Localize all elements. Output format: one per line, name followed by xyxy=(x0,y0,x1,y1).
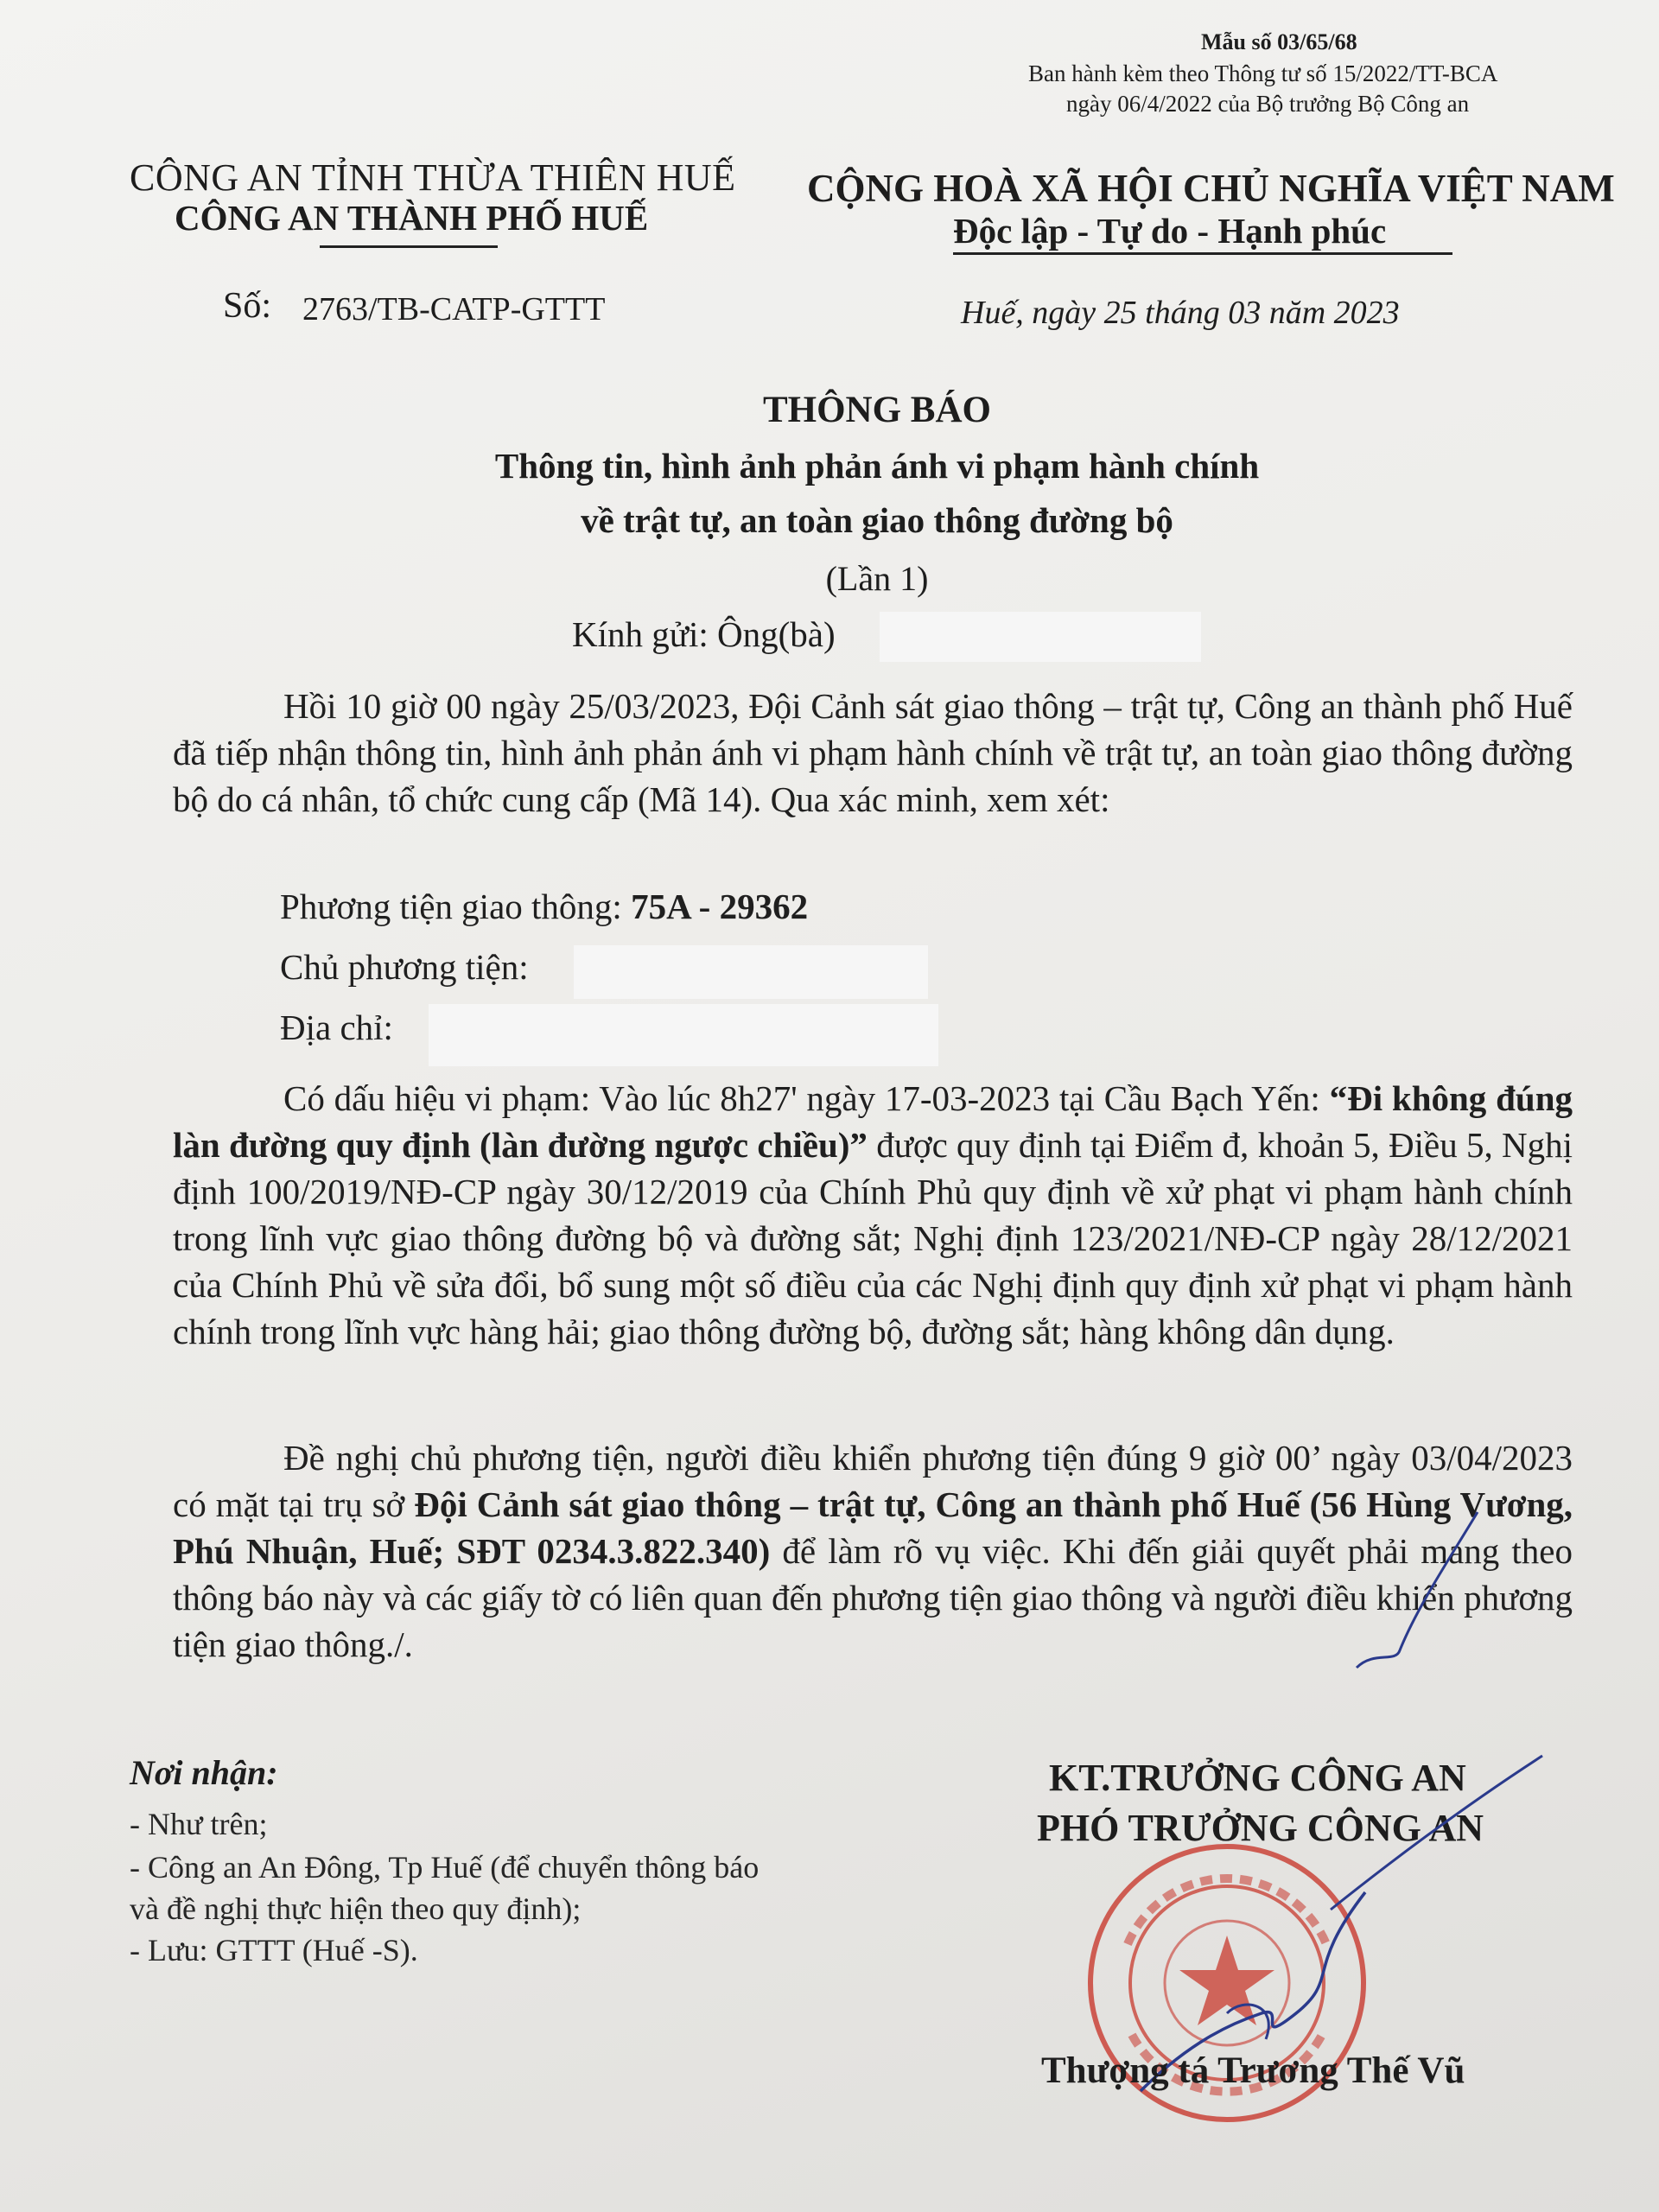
violation-intro: Có dấu hiệu vi phạm: Vào lúc 8h27' ngày 17-03-2023 tại Cầu Bạch Yến: xyxy=(283,1078,1320,1118)
request-intro: Đề nghị chủ phương tiện, người điều khiển phương tiện đúng 9 giờ 00’ ngày 03/04/2023 có mặt tại trụ sở xyxy=(173,1438,1573,1524)
redacted-address xyxy=(429,1004,938,1066)
address-label: Địa chỉ: xyxy=(280,1007,393,1047)
violation-name: “Đi không đúng làn đường quy định (làn đường ngược chiều)” xyxy=(173,1078,1573,1165)
owner-line xyxy=(280,944,529,990)
initial-mark xyxy=(1348,1503,1486,1676)
doc-title: THÔNG BÁO xyxy=(762,390,991,430)
redacted-owner xyxy=(574,945,928,999)
signature-stroke xyxy=(1322,1745,1555,1918)
signature-title-2: PHÓ TRƯỞNG CÔNG AN xyxy=(1037,1807,1484,1849)
form-number: Mẫu số 03/65/68 xyxy=(1201,29,1357,54)
doc-subtitle-1: Thông tin, hình ảnh phản ánh vi phạm hành chính xyxy=(494,446,1260,486)
agency-underline xyxy=(320,245,498,248)
occurrence-label: (Lần 1) xyxy=(825,559,929,598)
doc-subtitle-2: về trật tự, an toàn giao thông đường bộ xyxy=(581,500,1173,540)
signature-title-1: KT.TRƯỞNG CÔNG AN xyxy=(1049,1757,1466,1799)
dateline: Huế, ngày 25 tháng 03 năm 2023 xyxy=(961,295,1400,331)
national-motto: Độc lập - Tự do - Hạnh phúc xyxy=(953,211,1387,251)
doc-number-label: Số: xyxy=(223,286,272,326)
vehicle-line xyxy=(280,883,808,930)
form-basis-line1: Ban hành kèm theo Thông tư số 15/2022/TT-BCA xyxy=(1028,60,1498,86)
request-place: Đội Cảnh sát giao thông – trật tự, Công an thành phố Huế (56 Hùng Vương, Phú Nhuận, Huế; SĐT 0234.3.822.340) xyxy=(173,1484,1573,1571)
country-name: CỘNG HOÀ XÃ HỘI CHỦ NGHĨA VIỆT NAM xyxy=(807,167,1615,210)
vehicle-label: Phương tiện giao thông: xyxy=(280,887,622,926)
recipient-item: - Lưu: GTTT (Huế -S). xyxy=(130,1933,418,1967)
vehicle-plate: 75A - 29362 xyxy=(631,887,809,926)
addressee-label: Kính gửi: Ông(bà) xyxy=(572,614,836,654)
owner-label: Chủ phương tiện: xyxy=(280,947,529,987)
form-basis-line2: ngày 06/4/2022 của Bộ trưởng Bộ Công an xyxy=(1066,91,1470,117)
recipient-item: - Như trên; xyxy=(130,1807,268,1841)
redacted-addressee xyxy=(880,612,1201,662)
doc-number: 2763/TB-CATP-GTTT xyxy=(302,291,606,327)
agency-parent: CÔNG AN TỈNH THỪA THIÊN HUẾ xyxy=(130,156,736,199)
intro-paragraph: Hồi 10 giờ 00 ngày 25/03/2023, Đội Cảnh sát giao thông – trật tự, Công an thành phố Huế đã tiếp nhận thông tin, hình ảnh phản ánh vi phạm hành chính về trật tự, an toàn giao thông đường bộ do cá nhân, tổ chức cung cấp (Mã 14). Qua xác minh, xem xét: xyxy=(173,686,1573,819)
address-line xyxy=(280,1004,393,1051)
motto-underline xyxy=(953,252,1452,255)
violation-basis: được quy định tại Điểm đ, khoản 5, Điều 5, Nghị định 100/2019/NĐ-CP ngày 30/12/2019 của Chính Phủ quy định về xử phạt vi phạm hành chính trong lĩnh vực giao thông đường bộ và đường sắt; Nghị định 123/2021/NĐ-CP ngày 28/12/2021 của Chính Phủ về sửa đổi, bổ sung một số điều của các Nghị định quy định xử phạt vi phạm hành chính trong lĩnh vực hàng hải; giao thông đường bộ, đường sắt; hàng không dân dụng. xyxy=(173,1125,1573,1351)
violation-paragraph xyxy=(173,1075,1573,1355)
signer-name: Thượng tá Trương Thế Vũ xyxy=(1041,2050,1465,2091)
recipient-item: - Công an An Đông, Tp Huế (để chuyển thông báo xyxy=(130,1850,760,1885)
recipients-title: Nơi nhận: xyxy=(130,1753,278,1792)
recipient-item: và đề nghị thực hiện theo quy định); xyxy=(130,1891,582,1926)
agency-name: CÔNG AN THÀNH PHỐ HUẾ xyxy=(175,198,649,238)
request-tail: để làm rõ vụ việc. Khi đến giải quyết phải mang theo thông báo này và các giấy tờ có liên quan đến phương tiện giao thông và người điều khiển phương tiện giao thông./. xyxy=(173,1531,1573,1664)
